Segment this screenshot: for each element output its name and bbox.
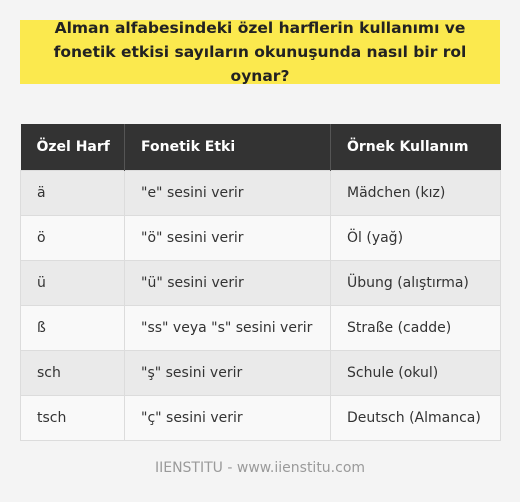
cell-example: Straße (cadde) — [331, 306, 501, 351]
cell-example: Öl (yağ) — [331, 216, 501, 261]
cell-phonetic: "e" sesini verir — [125, 171, 331, 216]
page-title: Alman alfabesindeki özel harflerin kullanımı ve fonetik etkisi sayıların okunuşunda nasıl bir rol oynar? — [53, 19, 467, 85]
cell-example: Übung (alıştırma) — [331, 261, 501, 306]
cell-phonetic: "ş" sesini verir — [125, 351, 331, 396]
cell-phonetic: "ö" sesini verir — [125, 216, 331, 261]
table-row — [21, 351, 501, 396]
cell-letter: tsch — [21, 396, 125, 441]
cell-example: Mädchen (kız) — [331, 171, 501, 216]
cell-letter: sch — [21, 351, 125, 396]
cell-phonetic: "ç" sesini verir — [125, 396, 331, 441]
table-row — [21, 306, 501, 351]
table-row — [21, 171, 501, 216]
footer-watermark: IIENSTITU - www.iienstitu.com — [154, 460, 366, 476]
cell-letter: ä — [21, 171, 125, 216]
cell-letter: ü — [21, 261, 125, 306]
cell-letter: ß — [21, 306, 125, 351]
table-row — [21, 261, 501, 306]
header-special-letter: Özel Harf — [21, 124, 125, 171]
cell-example: Schule (okul) — [331, 351, 501, 396]
header-example-usage: Örnek Kullanım — [331, 124, 501, 171]
letters-table — [20, 124, 501, 441]
title-banner — [20, 20, 500, 84]
cell-letter: ö — [21, 216, 125, 261]
cell-example: Deutsch (Almanca) — [331, 396, 501, 441]
header-phonetic-effect: Fonetik Etki — [125, 124, 331, 171]
cell-phonetic: "ü" sesini verir — [125, 261, 331, 306]
table-row — [21, 396, 501, 441]
table-header-row — [21, 124, 501, 171]
cell-phonetic: "ss" veya "s" sesini verir — [125, 306, 331, 351]
table-row — [21, 216, 501, 261]
